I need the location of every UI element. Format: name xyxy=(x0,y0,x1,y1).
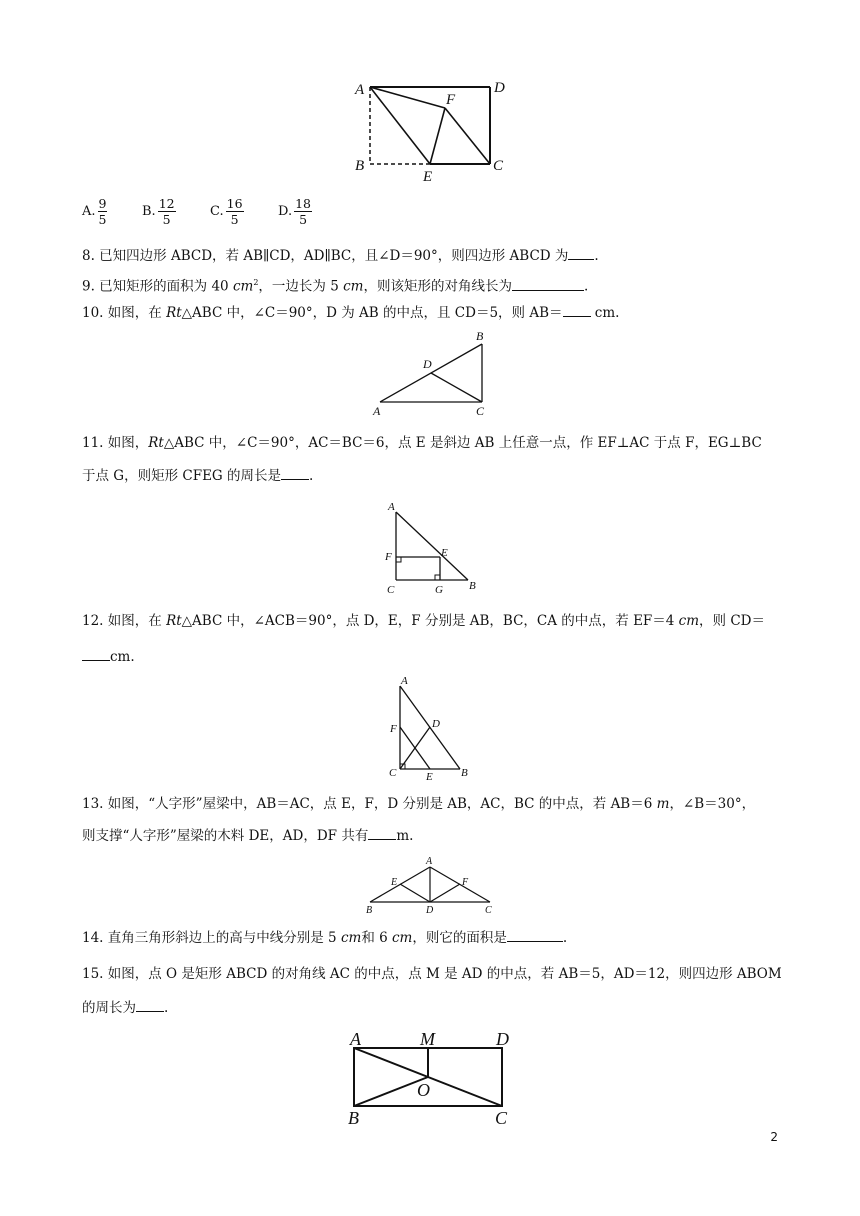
answer-blank-q15 xyxy=(136,998,164,1012)
q11-end: . xyxy=(309,468,314,484)
label-B: B xyxy=(355,158,365,174)
label-A: A xyxy=(401,675,408,687)
q10-post: △ABC 中，∠C＝90°，D 为 AB 的中点，且 CD＝5，则 AB＝ xyxy=(181,305,563,321)
q12-rt: Rt xyxy=(166,613,182,629)
option-c xyxy=(210,196,244,227)
question-9 xyxy=(82,274,588,296)
question-11-line2 xyxy=(82,466,313,485)
q10-pre: 10. 如图，在 xyxy=(82,305,167,321)
answer-blank-q13 xyxy=(368,826,396,840)
label-B: B xyxy=(348,1108,359,1128)
q9-unit1: cm xyxy=(232,278,254,295)
option-c-den: 5 xyxy=(230,212,239,227)
answer-blank-q14 xyxy=(507,928,563,942)
question-15 xyxy=(82,965,782,983)
label-B: B xyxy=(461,767,468,779)
label-E: E xyxy=(426,771,433,783)
option-a-den: 5 xyxy=(98,212,107,227)
option-b-label: B. xyxy=(142,204,156,219)
q10-end: cm. xyxy=(590,305,620,321)
option-b-den: 5 xyxy=(162,212,171,227)
label-B: B xyxy=(476,329,484,343)
label-A: A xyxy=(373,404,381,418)
figure-q13 xyxy=(360,852,500,918)
question-13 xyxy=(82,795,755,813)
figure-q11 xyxy=(378,498,488,598)
q14-pre: 14. 直角三角形斜边上的高与中线分别是 5 xyxy=(82,930,341,946)
q8-end: . xyxy=(594,248,599,264)
figure-q12 xyxy=(386,672,476,784)
q14-unit1: cm xyxy=(340,930,362,946)
question-14 xyxy=(82,928,567,947)
label-C: C xyxy=(387,584,395,596)
q12-line2: cm. xyxy=(110,649,135,665)
figure-q7 xyxy=(350,74,520,186)
label-D: D xyxy=(432,718,440,730)
option-c-label: C. xyxy=(210,204,224,219)
option-a-label: A. xyxy=(82,204,96,219)
q13-unit: m xyxy=(656,796,670,812)
answer-blank-q10 xyxy=(563,303,591,317)
option-d-num: 18 xyxy=(295,196,311,211)
page-number: 2 xyxy=(770,1130,778,1144)
q14-post: ，则它的面积是 xyxy=(412,930,507,946)
label-G: G xyxy=(435,584,443,596)
q11-rt: Rt xyxy=(148,435,164,451)
label-E: E xyxy=(423,169,433,185)
label-D: D xyxy=(494,80,505,96)
question-15-line2 xyxy=(82,998,168,1017)
q12-pre: 12. 如图，在 xyxy=(82,613,167,629)
q12-post: △ABC 中，∠ACB＝90°，点 D，E，F 分别是 AB，BC，CA 的中点，若 EF＝4 xyxy=(181,613,679,629)
label-A: A xyxy=(388,501,395,513)
q9-post: ，则该矩形的对角线长为 xyxy=(363,278,512,295)
option-b xyxy=(142,196,176,227)
q9-unit2: cm xyxy=(343,278,364,295)
q14-mid: 和 6 xyxy=(361,930,392,946)
label-F: F xyxy=(390,723,397,735)
label-B: B xyxy=(469,580,476,592)
q13-line2b: m. xyxy=(396,828,414,844)
q15-end: . xyxy=(164,1000,169,1016)
option-d-label: D. xyxy=(278,204,293,219)
q11-pre: 11. 如图， xyxy=(82,435,149,451)
option-d xyxy=(278,196,312,227)
q8-text: 8. 已知四边形 ABCD，若 AB∥CD，AD∥BC，且∠D＝90°，则四边形 ABCD 为 xyxy=(82,248,569,264)
q9-pre: 9. 已知矩形的面积为 40 xyxy=(82,278,233,295)
label-A: A xyxy=(350,1029,361,1049)
option-d-den: 5 xyxy=(299,212,308,227)
answer-blank-q8 xyxy=(568,246,594,260)
label-C: C xyxy=(493,158,504,174)
label-C: C xyxy=(485,905,492,916)
label-D: D xyxy=(496,1029,509,1049)
q12-unit: cm xyxy=(678,613,700,629)
label-O: O xyxy=(417,1080,430,1100)
answer-blank-q11 xyxy=(281,466,309,480)
option-b-num: 12 xyxy=(158,196,175,211)
answer-blank-q12 xyxy=(82,647,110,661)
q9-sup: 2 xyxy=(253,278,259,287)
q15-line2: 的周长为 xyxy=(82,1000,136,1016)
question-12-line2 xyxy=(82,647,135,666)
q12-post2: ，则 CD＝ xyxy=(699,613,765,629)
q9-mid: ，一边长为 5 xyxy=(258,278,344,295)
q14-end: . xyxy=(562,930,568,946)
question-8 xyxy=(82,246,599,265)
figure-q15 xyxy=(340,1026,530,1130)
label-D: D xyxy=(426,905,434,916)
q9-end: . xyxy=(583,278,589,295)
option-c-num: 16 xyxy=(226,196,243,211)
option-a xyxy=(82,196,107,227)
q13-post: ，∠B＝30°， xyxy=(669,796,756,812)
q14-unit2: cm xyxy=(391,930,413,946)
label-C: C xyxy=(495,1108,508,1128)
q10-rt: Rt xyxy=(166,305,182,321)
question-11 xyxy=(82,434,762,452)
label-B: B xyxy=(366,905,373,916)
label-F: F xyxy=(446,92,456,108)
question-12 xyxy=(82,612,765,630)
label-D: D xyxy=(423,357,432,371)
question-13-line2 xyxy=(82,826,413,845)
label-F: F xyxy=(385,551,392,563)
q15-line1: 15. 如图，点 O 是矩形 ABCD 的对角线 AC 的中点，点 M 是 AD 的中点，若 AB＝5，AD＝12，则四边形 ABOM xyxy=(82,966,782,982)
answer-blank-q9 xyxy=(512,277,584,291)
label-A: A xyxy=(426,856,433,867)
q11-post: △ABC 中，∠C＝90°，AC＝BC＝6，点 E 是斜边 AB 上任意一点，作 EF⊥AC 于点 F，EG⊥BC xyxy=(163,435,762,451)
label-F: F xyxy=(462,877,469,888)
label-M: M xyxy=(420,1029,435,1049)
option-a-num: 9 xyxy=(98,196,107,211)
label-C: C xyxy=(476,404,485,418)
q11-line2: 于点 G，则矩形 CFEG 的周长是 xyxy=(82,468,281,484)
q13-pre: 13. 如图，“人字形”屋梁中，AB＝AC，点 E，F，D 分别是 AB，AC，BC 的中点，若 AB＝6 xyxy=(82,796,657,812)
figure-q10 xyxy=(368,328,498,420)
question-10 xyxy=(82,303,619,322)
label-E: E xyxy=(441,547,448,559)
label-A: A xyxy=(355,82,365,98)
q13-line2a: 则支撑“人字形”屋梁的木料 DE，AD，DF 共有 xyxy=(82,828,369,844)
label-E: E xyxy=(391,877,398,888)
label-C: C xyxy=(389,767,397,779)
